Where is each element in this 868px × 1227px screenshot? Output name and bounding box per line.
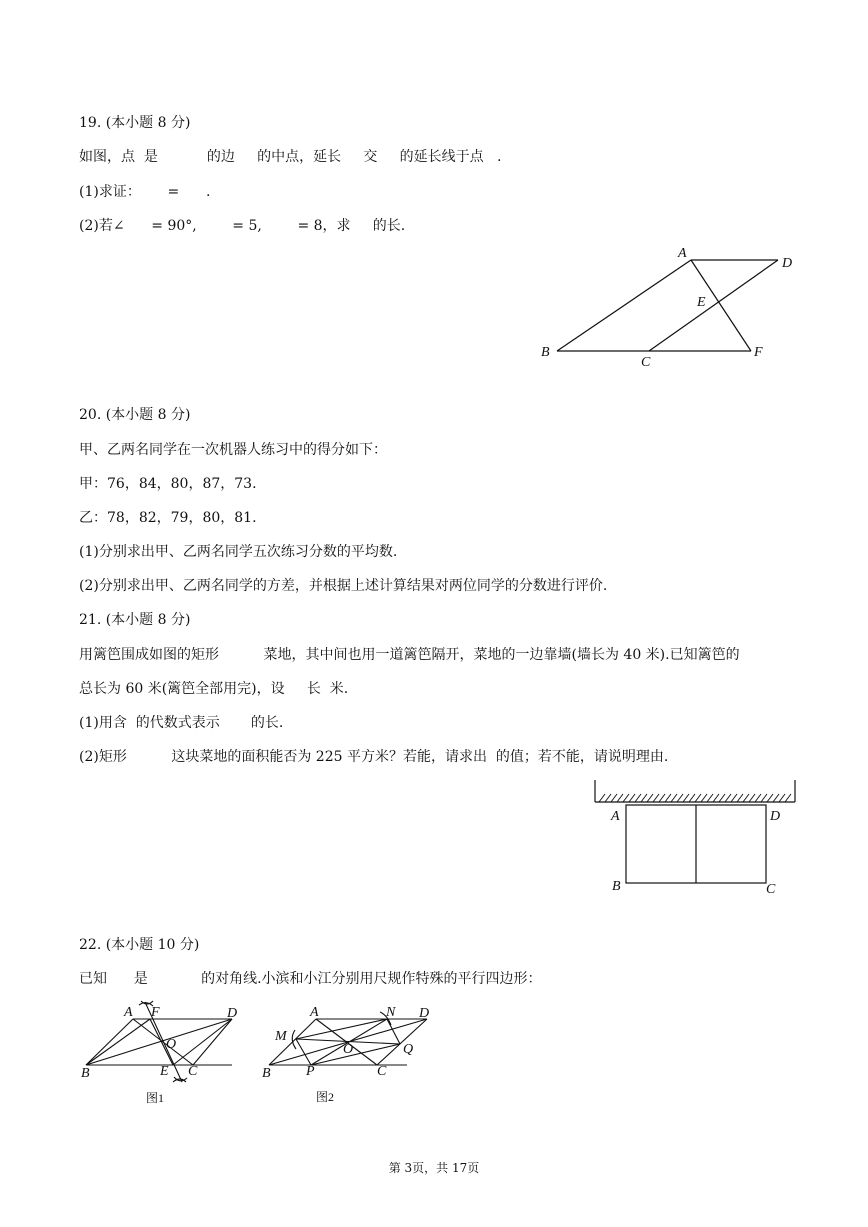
q22-stem: 已知 是 的对角线.小滨和小江分别用尺规作特殊的平行四边形： bbox=[79, 971, 542, 987]
fig1-label-b: B bbox=[81, 1066, 90, 1081]
fig2-label-a: A bbox=[310, 1005, 319, 1020]
q19-label-a: A bbox=[678, 246, 687, 261]
fig2-label-p: P bbox=[306, 1064, 315, 1079]
fig2-label-m: M bbox=[275, 1029, 287, 1044]
fig2-label-b: B bbox=[262, 1066, 271, 1081]
q21-label-c: C bbox=[766, 882, 776, 897]
fig1-label-c: C bbox=[188, 1064, 198, 1079]
q21-label-a: A bbox=[611, 809, 620, 824]
q20-scores-jia: 甲：76，84，80，87，73. bbox=[79, 476, 257, 492]
fig1-caption: 图1 bbox=[146, 1091, 165, 1105]
q19-stem: 如图，点 是 的边 的中点，延长 交 的延长线于点 . bbox=[79, 149, 502, 165]
q21-label-b: B bbox=[612, 879, 621, 894]
q22-figure-2 bbox=[255, 996, 445, 1108]
q22-figure-1 bbox=[75, 996, 250, 1108]
q21-stem-line1: 用篱笆围成如图的矩形 菜地，其中间也用一道篱笆隔开，菜地的一边靠墙(墙长为 40 米).已知篱笆的 bbox=[79, 647, 740, 663]
fig1-label-e: E bbox=[160, 1064, 169, 1079]
fig2-label-c: C bbox=[377, 1064, 387, 1079]
q21-part1: (1)用含 的代数式表示 的长. bbox=[79, 715, 284, 731]
q19-header: 19. (本小题 8 分) bbox=[79, 115, 191, 131]
q19-label-b: B bbox=[541, 345, 550, 360]
fig2-label-q: Q bbox=[403, 1042, 414, 1057]
q19-figure bbox=[535, 240, 805, 370]
q19-label-f: F bbox=[754, 345, 763, 360]
fig2-label-n: N bbox=[386, 1005, 396, 1020]
q21-label-d: D bbox=[770, 809, 781, 824]
q19-label-d: D bbox=[782, 256, 793, 271]
q22-header: 22. (本小题 10 分) bbox=[79, 937, 200, 953]
q21-part2: (2)矩形 这块菜地的面积能否为 225 平方米？若能，请求出 的值；若不能，请说明理由. bbox=[79, 749, 669, 765]
q20-header: 20. (本小题 8 分) bbox=[79, 407, 191, 423]
q21-figure bbox=[585, 772, 815, 902]
q21-stem-line2: 总长为 60 米(篱笆全部用完)，设 长 米. bbox=[79, 681, 349, 697]
fig2-caption: 图2 bbox=[316, 1090, 335, 1104]
q20-stem: 甲、乙两名同学在一次机器人练习中的得分如下： bbox=[79, 442, 387, 458]
fig2-label-d: D bbox=[419, 1006, 430, 1021]
fig1-label-d: D bbox=[227, 1006, 238, 1021]
fig1-label-f: F bbox=[151, 1005, 160, 1020]
fig2-label-o: O bbox=[343, 1042, 354, 1057]
q19-part1: (1)求证： = . bbox=[79, 184, 211, 200]
q20-scores-yi: 乙：78，82，79，80，81. bbox=[79, 510, 257, 526]
q20-part1: (1)分别求出甲、乙两名同学五次练习分数的平均数. bbox=[79, 544, 398, 560]
q19-label-e: E bbox=[697, 295, 706, 310]
q19-label-c: C bbox=[641, 355, 651, 370]
fig1-label-o: O bbox=[166, 1037, 177, 1052]
page-footer: 第 3页，共 17页 bbox=[388, 1161, 480, 1175]
fig1-label-a: A bbox=[124, 1005, 133, 1020]
q19-part2: (2)若∠ = 90°, = 5, = 8，求 的长. bbox=[79, 218, 406, 234]
q20-part2: (2)分别求出甲、乙两名同学的方差，并根据上述计算结果对两位同学的分数进行评价. bbox=[79, 578, 608, 594]
q21-header: 21. (本小题 8 分) bbox=[79, 612, 191, 628]
